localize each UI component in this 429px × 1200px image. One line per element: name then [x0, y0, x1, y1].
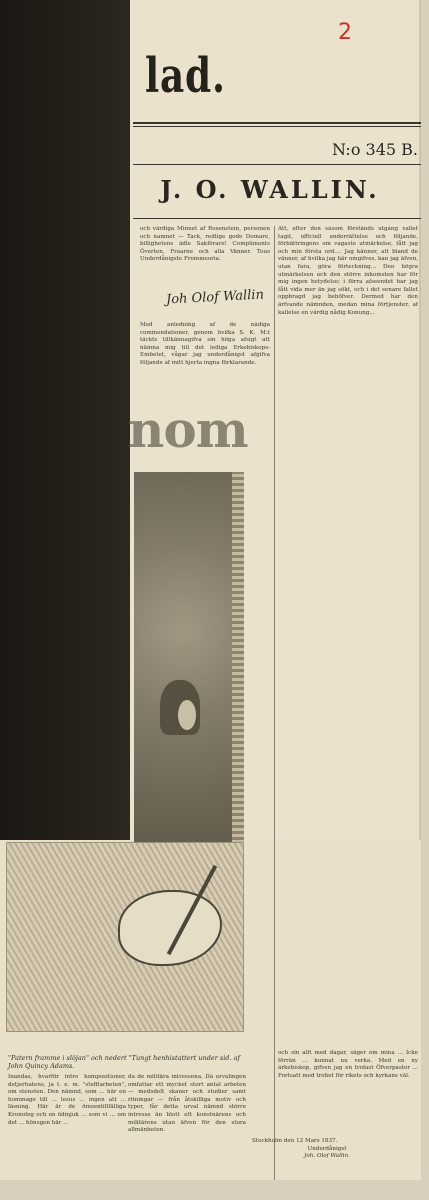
signoff-name: Joh. Olof Wallin. — [304, 1153, 350, 1160]
image-caption: "Patern framme i slöjan" och nedert "Tungt henhistattert under sid. af John Quincy Adams. — [8, 1054, 240, 1070]
article-signoff — [252, 1138, 402, 1161]
bottom-left-text: Inandas, hvarför intre kompositioner, detjerhatens, ja t. e. m. "stefflarbeten", om stensten. Den nämnd, som ... här en hommage till ... lesus ... ingen att ... läsning. Här är de ömsentillfälliga Kronolog och en ödmjuk ... som vi ... om det ... hönsgen här ... — [8, 1074, 126, 1126]
signoff-place-date: Stockholm den 12 Mars 1837. — [252, 1138, 338, 1144]
photograph-highlight — [178, 700, 196, 730]
right-column-text: Att, efter den såsom förstånds utgång vallet tagit, officiell underrättelse och följande, förbättringens om vagaste utmärkelse, fått jag och min första ord.... Jag känner, att bland de vänner, af hvilka jag här omgifves, kan jag äfven, utan fara, göra förteckning... Den högra utmärkelsen och den större inkomsten har för mig ingen betydelse; i förra afseendet har jag fått vida mer än jag sökt, och i det senare fallet oppbragd jag behöfver. Dermed har den ärfvande nämnden, medan mina förtjenster, af kallelse en värdig nådig Konung... — [278, 226, 418, 316]
left-column-text-2: Med anledning af de nådiga commendationer, genom hvilka S. K. M:t täckts tillkännagifva sin höga afsigt att nämna mig till det lediga Erkebiskops-Embetet, vågar jag underdånigst afgifva följande af mitt hjerta ingna förklarande. — [140, 322, 270, 366]
column-divider — [274, 226, 275, 1186]
photograph — [134, 472, 234, 867]
masthead-title: lad. — [145, 48, 226, 104]
handwritten-signature: Joh Olof Wallin — [165, 287, 265, 308]
headline-underline — [133, 218, 421, 219]
masthead-rule-thin — [133, 126, 421, 127]
scan-bottom-edge — [0, 1180, 429, 1200]
left-column-text: och värdiga Minnet af Rosenstein, personen och namnet — Tack, redlige gode Domare, billighetens ädle Sakförare! Compliments Överten, Fraarne och alla Vänner. Tous Underdånigste Frommeoria. — [140, 226, 270, 263]
headline-rule — [133, 164, 421, 165]
section-word: nom — [128, 400, 248, 459]
signoff-title: Underdånigst — [307, 1145, 347, 1152]
scan-background-dark — [0, 0, 130, 840]
bottom-middle-text: da de militära intressena. Då urvalingen omfattar ett mycket stort antal arbeten — medsdelt skaner och studier samt ritningar — från åtskilliga motiv och typer, får detta urval nämnd större intresse än blott ett konstnärens och militärens utan äfven för den stora allmänheten. — [128, 1074, 246, 1134]
right-column-text-2: och sin allt med dagar, säger om mina ... Icke förrän ... kunnat nu verka. Med en ny ärkebiskop, gifven jag en trofast Öfverpastor ... Fortsatt med trohet för rikets och kyrkans väl. — [278, 1050, 418, 1079]
issue-number: N:o 345 B. — [332, 140, 419, 159]
masthead-rule — [133, 122, 421, 124]
page-number-mark: 2 — [338, 20, 352, 45]
article-headline: J. O. WALLIN. — [160, 175, 380, 204]
